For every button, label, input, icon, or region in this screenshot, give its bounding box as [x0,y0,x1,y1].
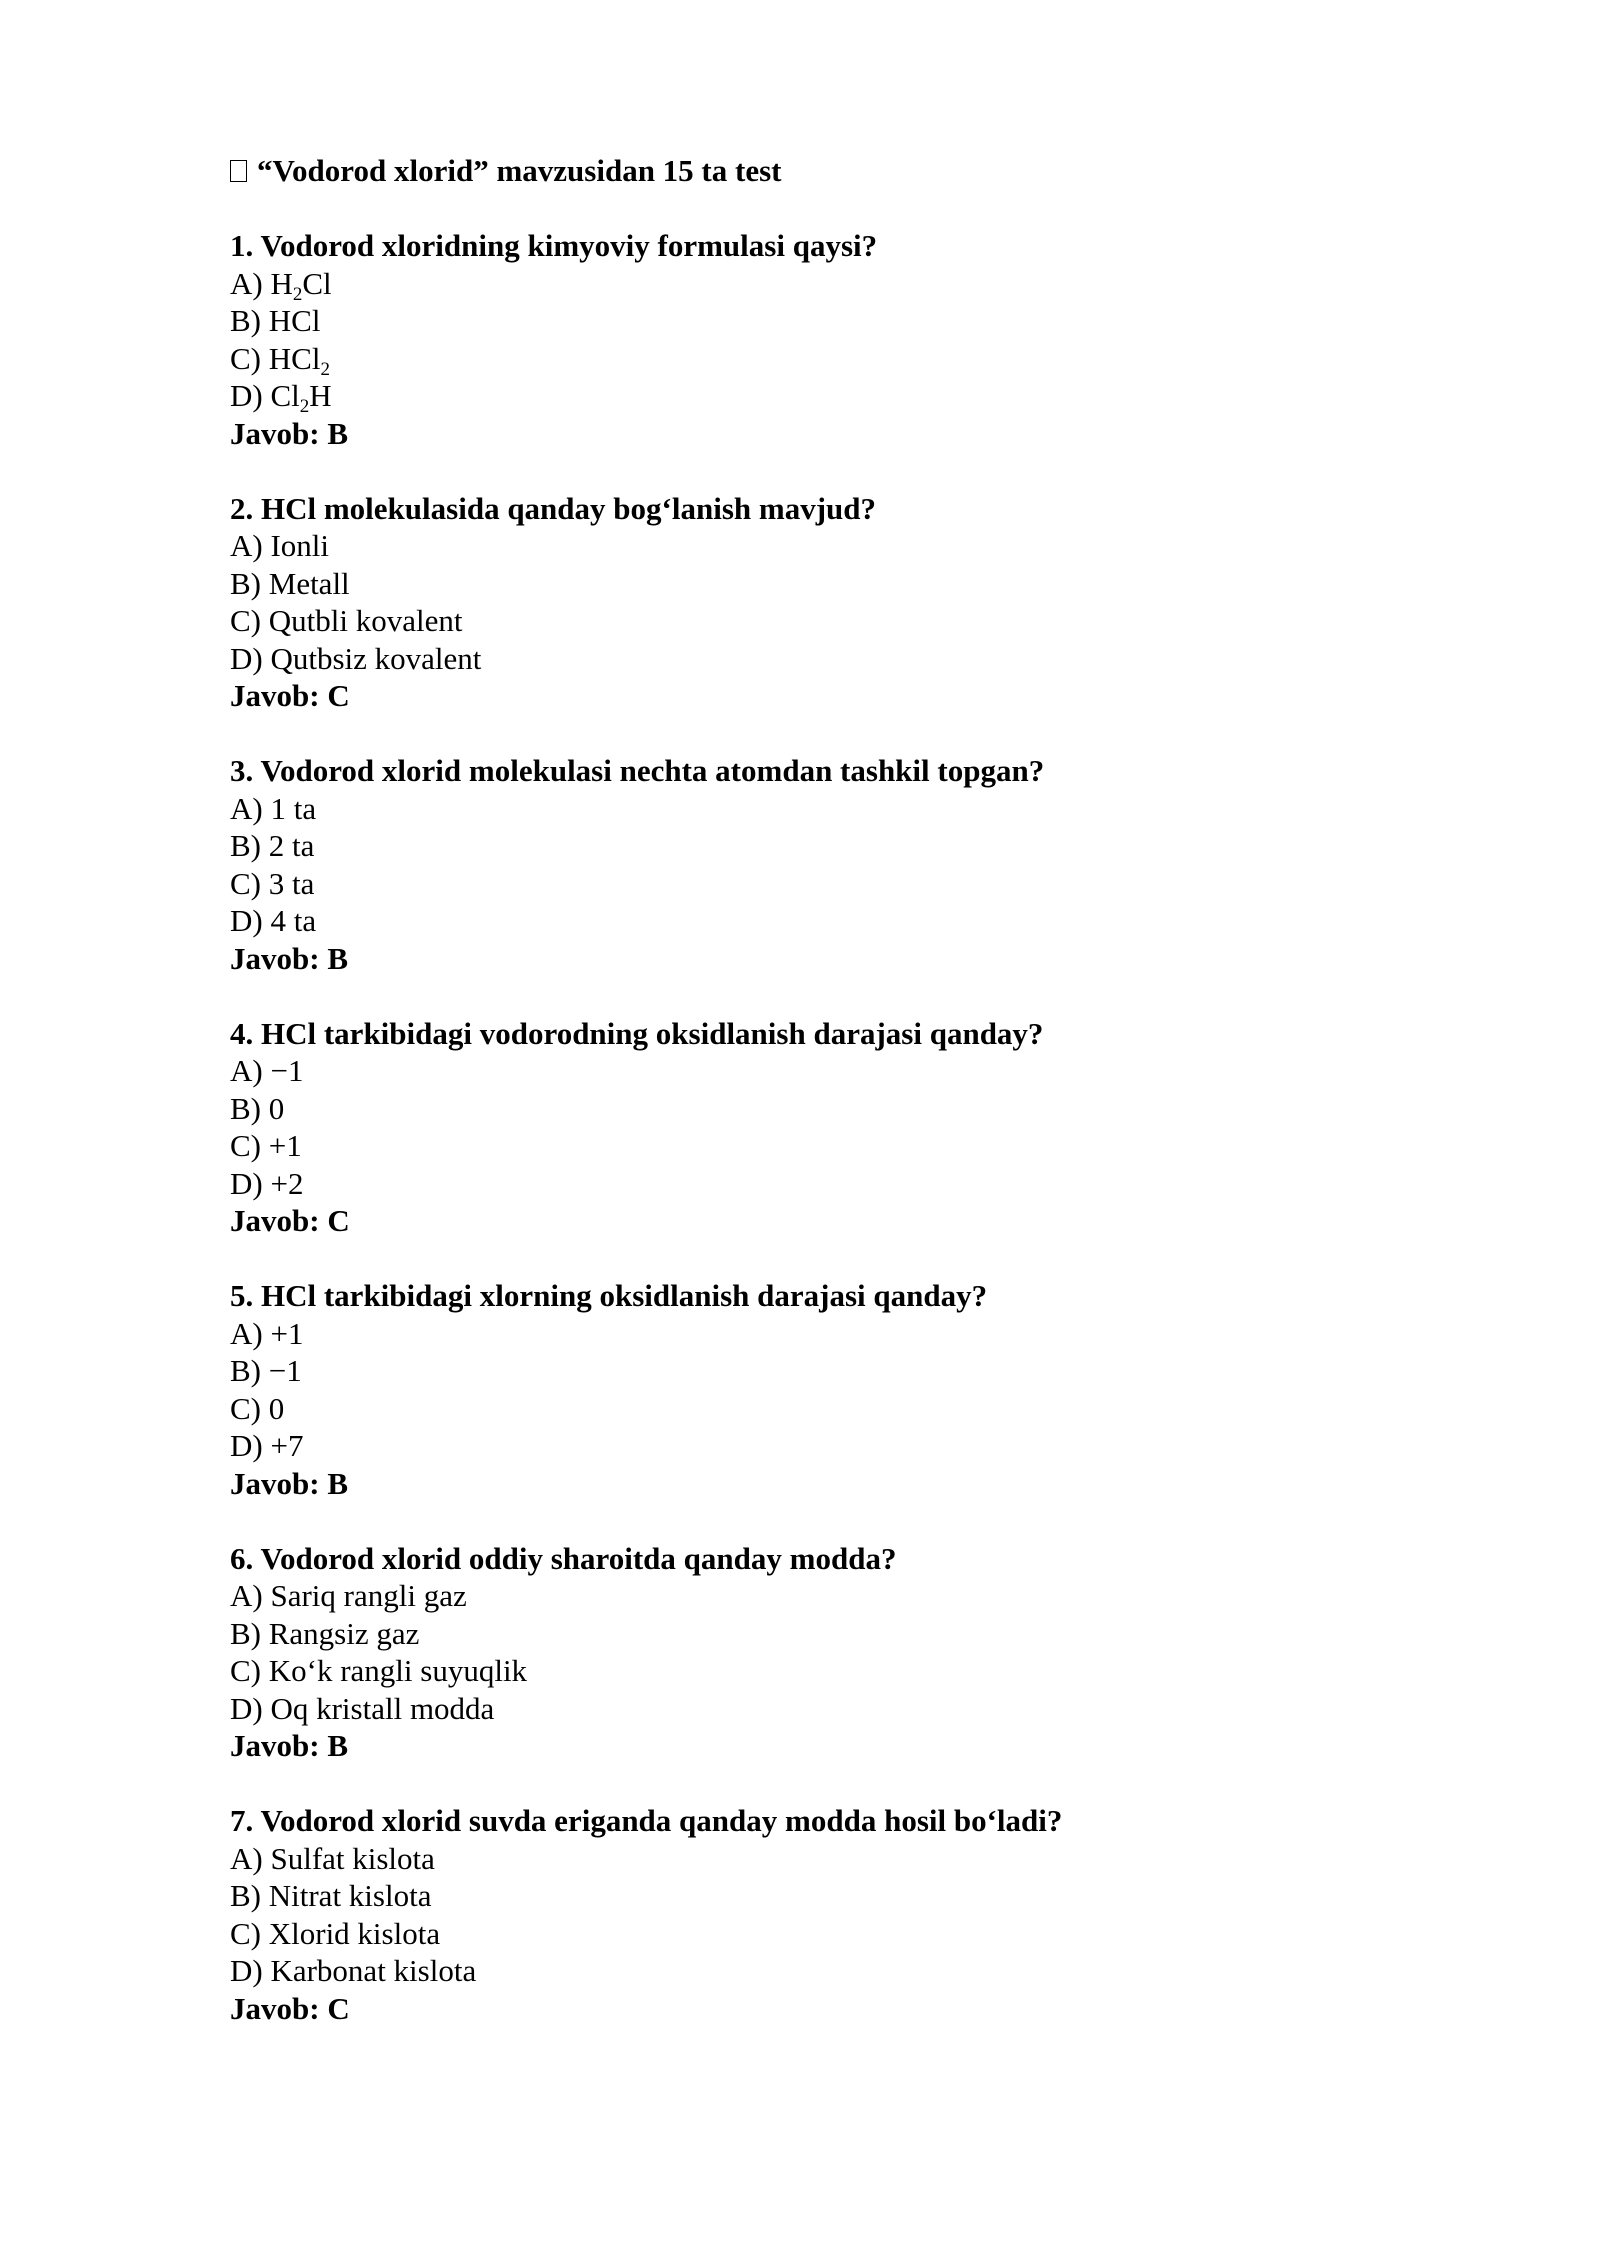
answer-option [230,1652,1430,1690]
answer-option [230,1352,1430,1390]
option-subscript: 2 [299,396,310,417]
option-text: C) Ko‘k rangli suyuqlik [230,1653,528,1688]
option-text: D) Qutbsiz kovalent [230,640,482,676]
answer-option [230,1615,1430,1653]
option-text: A) Sulfat kislota [230,1840,435,1876]
option-text: B) 2 ta [230,828,315,863]
option-subscript: 2 [292,283,303,305]
answer-option [230,1052,1430,1090]
answer-option [230,902,1430,940]
question-text: 1. Vodorod xloridning kimyoviy formulasi qaysi? [230,228,878,263]
answer-key: Javob: B [230,1728,348,1763]
option-text: D) Oq kristall modda [230,1690,495,1726]
answer-option [230,1877,1430,1915]
answer-option [230,827,1430,865]
option-text: B) Rangsiz gaz [230,1615,420,1651]
option-text: B) Nitrat kislota [230,1878,432,1913]
question-block [230,490,1430,715]
answer-key: Javob: C [230,678,350,713]
question-block [230,752,1430,977]
question-text: 7. Vodorod xlorid suvda eriganda qanday modda hosil bo‘ladi? [230,1803,1063,1838]
option-text: D) +2 [230,1165,304,1201]
document-page [230,152,1430,2027]
answer-key: Javob: B [230,415,348,451]
option-text: D) 4 ta [230,903,317,938]
question-block [230,1277,1430,1502]
option-text: C) 3 ta [230,865,315,901]
question-list [230,227,1430,2027]
answer-option [230,527,1430,565]
option-text: D) +7 [230,1428,304,1463]
option-text: B) Metall [230,565,350,601]
option-subscript: 2 [320,358,330,380]
option-text: B) 0 [230,1090,285,1126]
question-text: 6. Vodorod xlorid oddiy sharoitda qanday modda? [230,1540,897,1576]
document-title-text: “Vodorod xlorid” mavzusidan 15 ta test [257,153,782,188]
question-text: 2. HCl molekulasida qanday bog‘lanish mavjud? [230,490,877,526]
answer-option [230,1315,1430,1353]
question-text: 4. HCl tarkibidagi vodorodning oksidlanish darajasi qanday? [230,1015,1044,1051]
answer-option [230,1952,1430,1990]
question-block [230,1540,1430,1765]
answer-key: Javob: C [230,1203,350,1238]
question-block [230,227,1430,452]
option-text: C) HCl [230,340,321,376]
document-title [230,152,1430,190]
option-text: C) Qutbli kovalent [230,603,463,638]
option-text: A) 1 ta [230,790,317,826]
option-text: C) 0 [230,1390,285,1426]
option-text: C) Xlorid kislota [230,1915,441,1951]
answer-option [230,265,1430,303]
answer-option [230,602,1430,640]
answer-option [230,640,1430,678]
question-block [230,1015,1430,1240]
answer-option [230,1427,1430,1465]
option-text: B) HCl [230,303,321,338]
answer-key: Javob: C [230,1990,350,2026]
answer-option [230,1090,1430,1128]
option-text: A) H [230,265,293,301]
answer-option [230,1690,1430,1728]
answer-option [230,865,1430,903]
option-text-suffix: Cl [302,265,332,301]
option-text: A) +1 [230,1315,304,1351]
option-text: D) Cl [230,378,300,413]
option-text: C) +1 [230,1128,302,1163]
option-text-suffix: H [309,378,332,413]
question-text: 5. HCl tarkibidagi xlorning oksidlanish darajasi qanday? [230,1278,988,1313]
question-block [230,1802,1430,2027]
answer-option [230,1915,1430,1953]
question-text: 3. Vodorod xlorid molekulasi nechta atomdan tashkil topgan? [230,753,1045,788]
answer-option [230,1390,1430,1428]
option-text: B) −1 [230,1353,302,1388]
answer-key: Javob: B [230,1465,348,1501]
answer-option [230,302,1430,340]
answer-option [230,377,1430,415]
answer-option [230,1577,1430,1615]
option-text: D) Karbonat kislota [230,1953,477,1988]
option-text: A) Ionli [230,528,330,563]
answer-option [230,1840,1430,1878]
answer-option [230,790,1430,828]
option-text: A) −1 [230,1053,304,1088]
answer-key: Javob: B [230,940,348,976]
option-text: A) Sariq rangli gaz [230,1578,467,1613]
answer-option [230,565,1430,603]
answer-option [230,1127,1430,1165]
answer-option [230,340,1430,378]
missing-glyph-icon [230,160,247,182]
answer-option [230,1165,1430,1203]
